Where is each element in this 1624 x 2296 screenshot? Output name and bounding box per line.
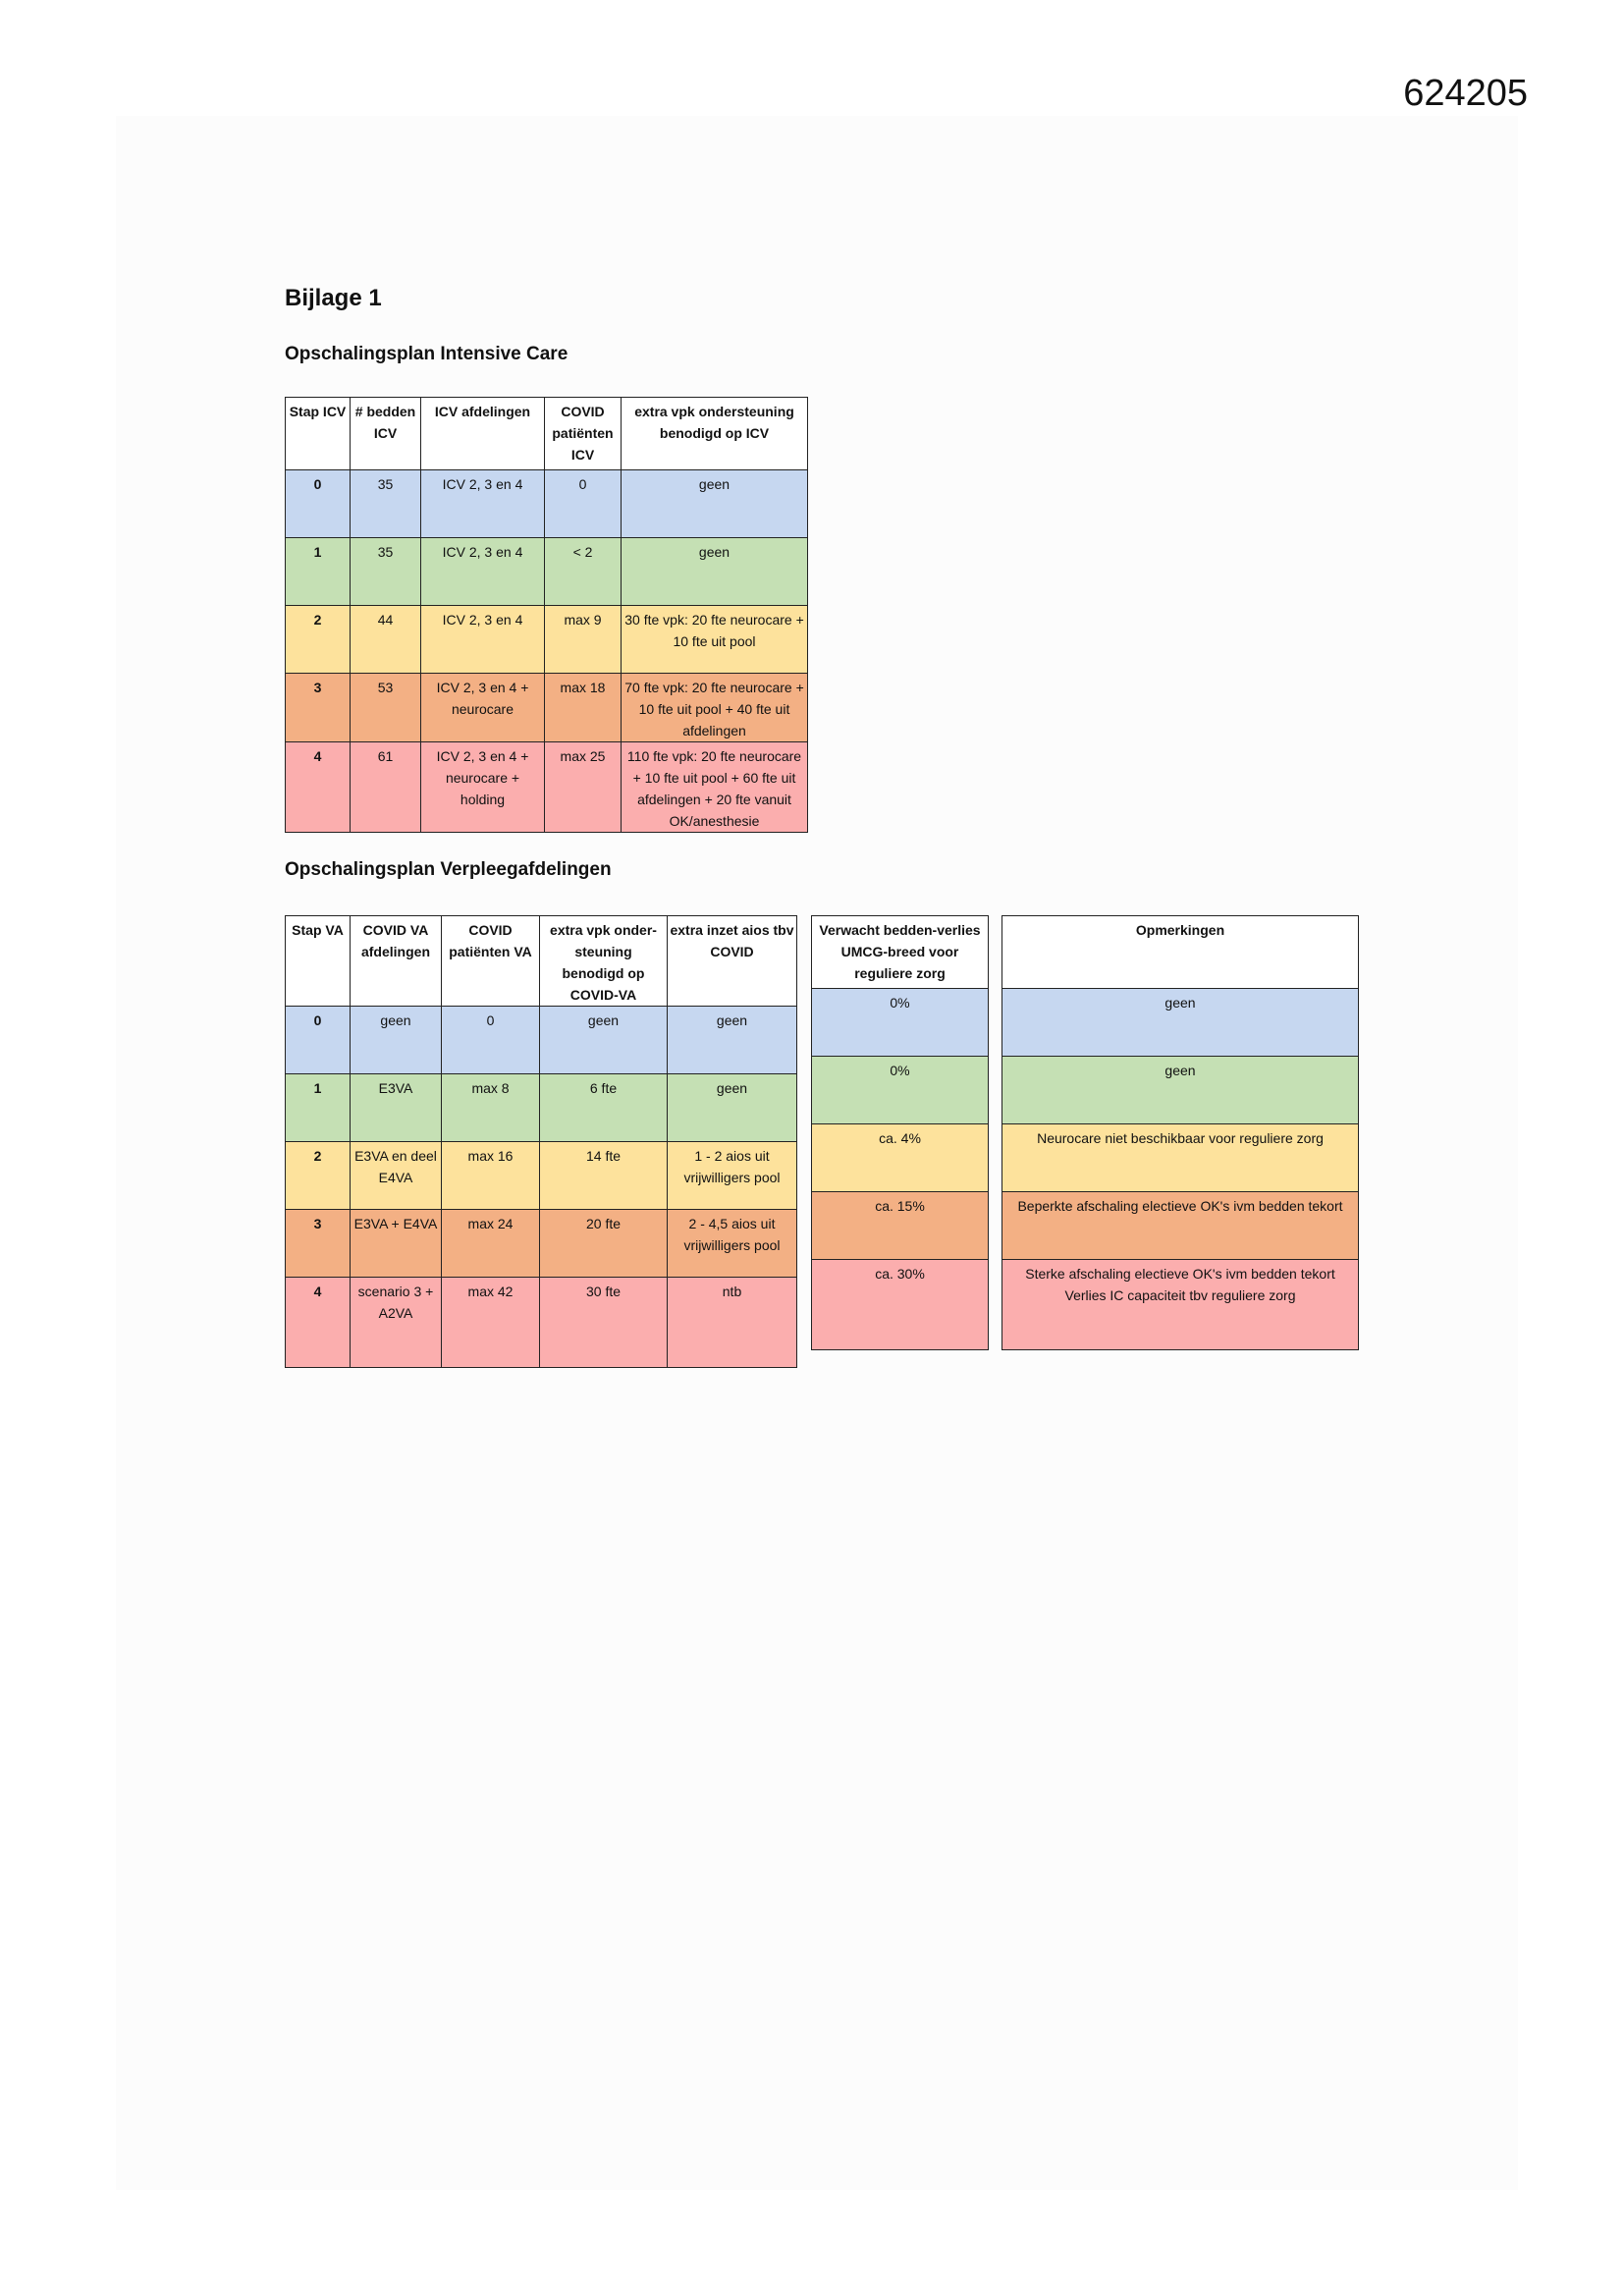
table-cell: 2 <box>286 1142 351 1210</box>
table-cell: 0 <box>286 470 351 538</box>
table-cell: Sterke afschaling electieve OK's ivm bedden tekort Verlies IC capaciteit tbv reguliere zorg <box>1002 1260 1359 1350</box>
table-cell: geen <box>622 470 808 538</box>
icv-section-heading: Opschalingsplan Intensive Care <box>285 344 568 364</box>
table-header-row <box>1002 916 1359 989</box>
table-cell: ca. 4% <box>812 1124 989 1192</box>
table-cell: ICV 2, 3 en 4 <box>421 538 545 606</box>
table-cell: 2 <box>286 606 351 674</box>
table-row <box>1002 989 1359 1057</box>
table-row <box>286 1007 797 1074</box>
table-cell: ICV 2, 3 en 4 <box>421 606 545 674</box>
icv-scaling-table <box>285 397 808 833</box>
table-cell: 14 fte <box>540 1142 668 1210</box>
table-cell: geen <box>622 538 808 606</box>
table-cell: 20 fte <box>540 1210 668 1278</box>
table-cell: 0% <box>812 1057 989 1124</box>
table-cell: Beperkte afschaling electieve OK's ivm bedden tekort <box>1002 1192 1359 1260</box>
table-cell: geen <box>1002 1057 1359 1124</box>
table-row <box>286 538 808 606</box>
table-cell: geen <box>540 1007 668 1074</box>
table-cell: 35 <box>351 470 421 538</box>
column-header: COVID patiënten VA <box>442 916 540 1007</box>
table-cell: 4 <box>286 1278 351 1368</box>
table-cell: geen <box>668 1074 797 1142</box>
table-cell: 2 - 4,5 aios uit vrijwilligers pool <box>668 1210 797 1278</box>
table-row <box>812 1192 989 1260</box>
table-row <box>1002 1260 1359 1350</box>
table-cell: max 18 <box>545 674 622 742</box>
table-row <box>286 1278 797 1368</box>
table-cell: 1 <box>286 538 351 606</box>
table-cell: 0 <box>442 1007 540 1074</box>
table-cell: 61 <box>351 742 421 833</box>
column-header: Stap VA <box>286 916 351 1007</box>
table-cell: 30 fte <box>540 1278 668 1368</box>
table-cell: max 42 <box>442 1278 540 1368</box>
column-header: extra vpk onder-steuning benodigd op COVID-VA <box>540 916 668 1007</box>
table-row <box>286 470 808 538</box>
table-cell: max 24 <box>442 1210 540 1278</box>
table-row <box>286 1142 797 1210</box>
table-header-row <box>286 398 808 470</box>
table-cell: 0 <box>286 1007 351 1074</box>
table-cell: ICV 2, 3 en 4 + neurocare + holding <box>421 742 545 833</box>
table-cell: 1 <box>286 1074 351 1142</box>
table-cell: 30 fte vpk: 20 fte neurocare + 10 fte uit pool <box>622 606 808 674</box>
column-header: # bedden ICV <box>351 398 421 470</box>
table-cell: 53 <box>351 674 421 742</box>
table-row <box>1002 1192 1359 1260</box>
table-cell: 70 fte vpk: 20 fte neurocare + 10 fte uit pool + 40 fte uit afdelingen <box>622 674 808 742</box>
table-cell: ca. 15% <box>812 1192 989 1260</box>
column-header: Opmerkingen <box>1002 916 1359 989</box>
table-row <box>286 674 808 742</box>
column-header: Stap ICV <box>286 398 351 470</box>
table-cell: max 8 <box>442 1074 540 1142</box>
table-cell: 6 fte <box>540 1074 668 1142</box>
va-scaling-table <box>285 915 797 1368</box>
table-row <box>286 606 808 674</box>
column-header: COVID VA afdelingen <box>351 916 442 1007</box>
table-cell: 3 <box>286 1210 351 1278</box>
table-row <box>812 989 989 1057</box>
table-cell: E3VA + E4VA <box>351 1210 442 1278</box>
table-row <box>812 1057 989 1124</box>
table-cell: 3 <box>286 674 351 742</box>
table-cell: max 16 <box>442 1142 540 1210</box>
table-row <box>286 1074 797 1142</box>
table-cell: geen <box>668 1007 797 1074</box>
table-cell: ICV 2, 3 en 4 <box>421 470 545 538</box>
column-header: extra vpk ondersteuning benodigd op ICV <box>622 398 808 470</box>
table-cell: E3VA <box>351 1074 442 1142</box>
table-cell: geen <box>351 1007 442 1074</box>
table-row <box>1002 1124 1359 1192</box>
document-number: 624205 <box>1403 73 1528 114</box>
table-cell: 4 <box>286 742 351 833</box>
column-header: COVID patiënten ICV <box>545 398 622 470</box>
bed-loss-table <box>811 915 989 1350</box>
table-row <box>286 742 808 833</box>
table-row <box>812 1260 989 1350</box>
table-cell: 110 fte vpk: 20 fte neurocare + 10 fte uit pool + 60 fte uit afdelingen + 20 fte vanuit OK/anesthesie <box>622 742 808 833</box>
table-header-row <box>286 916 797 1007</box>
table-cell: geen <box>1002 989 1359 1057</box>
table-cell: E3VA en deel E4VA <box>351 1142 442 1210</box>
column-header: Verwacht bedden-verlies UMCG-breed voor reguliere zorg <box>812 916 989 989</box>
table-cell: Neurocare niet beschikbaar voor reguliere zorg <box>1002 1124 1359 1192</box>
column-header: ICV afdelingen <box>421 398 545 470</box>
va-section-heading: Opschalingsplan Verpleegafdelingen <box>285 859 612 880</box>
table-cell: ntb <box>668 1278 797 1368</box>
remarks-table <box>1001 915 1359 1350</box>
table-cell: 35 <box>351 538 421 606</box>
table-row <box>1002 1057 1359 1124</box>
table-cell: ca. 30% <box>812 1260 989 1350</box>
table-cell: 1 - 2 aios uit vrijwilligers pool <box>668 1142 797 1210</box>
page-title: Bijlage 1 <box>285 285 382 311</box>
table-cell: 0% <box>812 989 989 1057</box>
table-header-row <box>812 916 989 989</box>
table-cell: < 2 <box>545 538 622 606</box>
table-cell: 44 <box>351 606 421 674</box>
table-cell: ICV 2, 3 en 4 + neurocare <box>421 674 545 742</box>
table-cell: scenario 3 + A2VA <box>351 1278 442 1368</box>
table-cell: max 9 <box>545 606 622 674</box>
column-header: extra inzet aios tbv COVID <box>668 916 797 1007</box>
table-cell: max 25 <box>545 742 622 833</box>
table-row <box>286 1210 797 1278</box>
table-row <box>812 1124 989 1192</box>
table-cell: 0 <box>545 470 622 538</box>
